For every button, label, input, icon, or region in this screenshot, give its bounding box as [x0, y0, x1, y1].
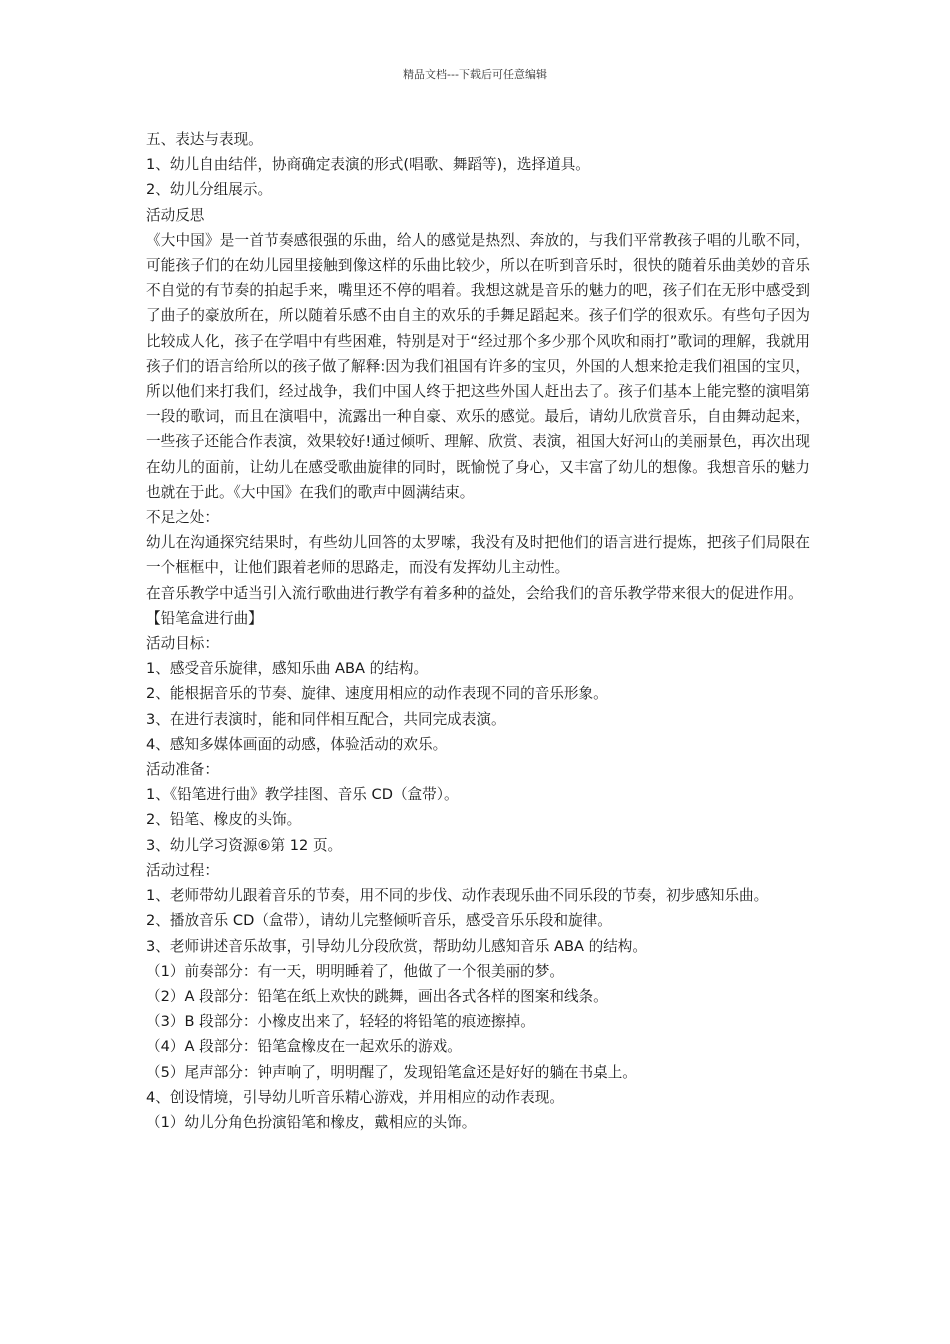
paragraph: 1、感受音乐旋律，感知乐曲 ABA 的结构。 [146, 660, 429, 678]
paragraph: （1）幼儿分角色扮演铅笔和橡皮，戴相应的头饰。 [146, 1113, 477, 1131]
paragraph: 2、播放音乐 CD（盒带），请幼儿完整倾听音乐，感受音乐乐段和旋律。 [146, 912, 612, 930]
page-header: 精品文档---下载后可任意编辑 [403, 68, 547, 81]
paragraph: （1）前奏部分：有一天，明明睡着了，他做了一个很美丽的梦。 [146, 962, 564, 980]
paragraph: 3、老师讲述音乐故事，引导幼儿分段欣赏，帮助幼儿感知音乐 ABA 的结构。 [146, 937, 647, 955]
paragraph: 1、幼儿自由结伴，协商确定表演的形式(唱歌、舞蹈等)，选择道具。 [146, 156, 590, 174]
paragraph: 2、能根据音乐的节奏、旋律、速度用相应的动作表现不同的音乐形象。 [146, 685, 608, 703]
paragraph: 幼儿在沟通探究结果时，有些幼儿回答的太罗嗦，我没有及时把他们的语言进行提炼，把孩子们局限在一个框框中，让他们跟着老师的思路走，而没有发挥幼儿主动性。 [146, 534, 810, 577]
paragraph: 活动准备： [146, 761, 219, 779]
paragraph: 在音乐教学中适当引入流行歌曲进行教学有着多种的益处，会给我们的音乐教学带来很大的促进作用。 [146, 584, 803, 602]
paragraph: 五、表达与表现。 [146, 131, 263, 148]
paragraph: （5）尾声部分：钟声响了，明明醒了，发现铅笔盒还是好好的躺在书桌上。 [146, 1063, 637, 1081]
paragraph: 【铅笔盒进行曲】 [146, 609, 263, 627]
paragraph: 2、铅笔、橡皮的头饰。 [146, 811, 302, 829]
paragraph: （2）A 段部分：铅笔在纸上欢快的跳舞，画出各式各样的图案和线条。 [146, 987, 608, 1005]
document-body [146, 127, 810, 1135]
paragraph: 活动目标： [146, 635, 219, 653]
paragraph: 2、幼儿分组展示。 [146, 181, 273, 199]
paragraph: 1、《铅笔进行曲》教学挂图、音乐 CD（盒带）。 [146, 786, 459, 804]
paragraph: （4）A 段部分：铅笔盒橡皮在一起欢乐的游戏。 [146, 1038, 462, 1056]
paragraph: 3、幼儿学习资源⑥第 12 页。 [146, 836, 343, 854]
paragraph: 活动过程： [146, 861, 219, 879]
paragraph: 3、在进行表演时，能和同伴相互配合，共同完成表演。 [146, 710, 506, 728]
paragraph: 1、老师带幼儿跟着音乐的节奏，用不同的步伐、动作表现乐曲不同乐段的节奏，初步感知乐曲。 [146, 887, 769, 905]
paragraph: 4、感知多媒体画面的动感，体验活动的欢乐。 [146, 735, 448, 753]
paragraph: （3）B 段部分：小橡皮出来了，轻轻的将铅笔的痕迹擦掉。 [146, 1013, 535, 1031]
paragraph: 4、创设情境，引导幼儿听音乐精心游戏，并用相应的动作表现。 [146, 1088, 564, 1106]
paragraph: 活动反思 [146, 206, 205, 224]
paragraph: 不足之处： [146, 509, 219, 527]
paragraph: 《大中国》是一首节奏感很强的乐曲，给人的感觉是热烈、奔放的，与我们平常教孩子唱的儿歌不同，可能孩子们的在幼儿园里接触到像这样的乐曲比较少，所以在听到音乐时，很快的随着乐曲美妙的音乐不自觉的有节奏的拍起手来，嘴里还不停的唱着。我想这就是音乐的魅力的吧，孩子们在无形中感受到了曲子的豪放所在，所以随着乐感不由自主的欢乐的手舞足蹈起来。孩子们学的很欢乐。有些句子因为比较成人化，孩子在学唱中有些困难，特别是对于“经过那个多少那个风吹和雨打”歌词的理解，我就用孩子们的语言给所以的孩子做了解释:因为我们祖国有许多的宝贝，外国的人想来抢走我们祖国的宝贝，所以他们来打我们，经过战争，我们中国人终于把这些外国人赶出去了。孩子们基本上能完整的演唱第一段的歌词，而且在演唱中，流露出一种自豪、欢乐的感觉。最后，请幼儿欣赏音乐，自由舞动起来，一些孩子还能合作表演，效果较好!通过倾听、理解、欣赏、表演，祖国大好河山的美丽景色，再次出现在幼儿的面前，让幼儿在感受歌曲旋律的同时，既愉悦了身心，又丰富了幼儿的想像。我想音乐的魅力也就在于此。《大中国》在我们的歌声中圆满结束。 [146, 231, 810, 501]
